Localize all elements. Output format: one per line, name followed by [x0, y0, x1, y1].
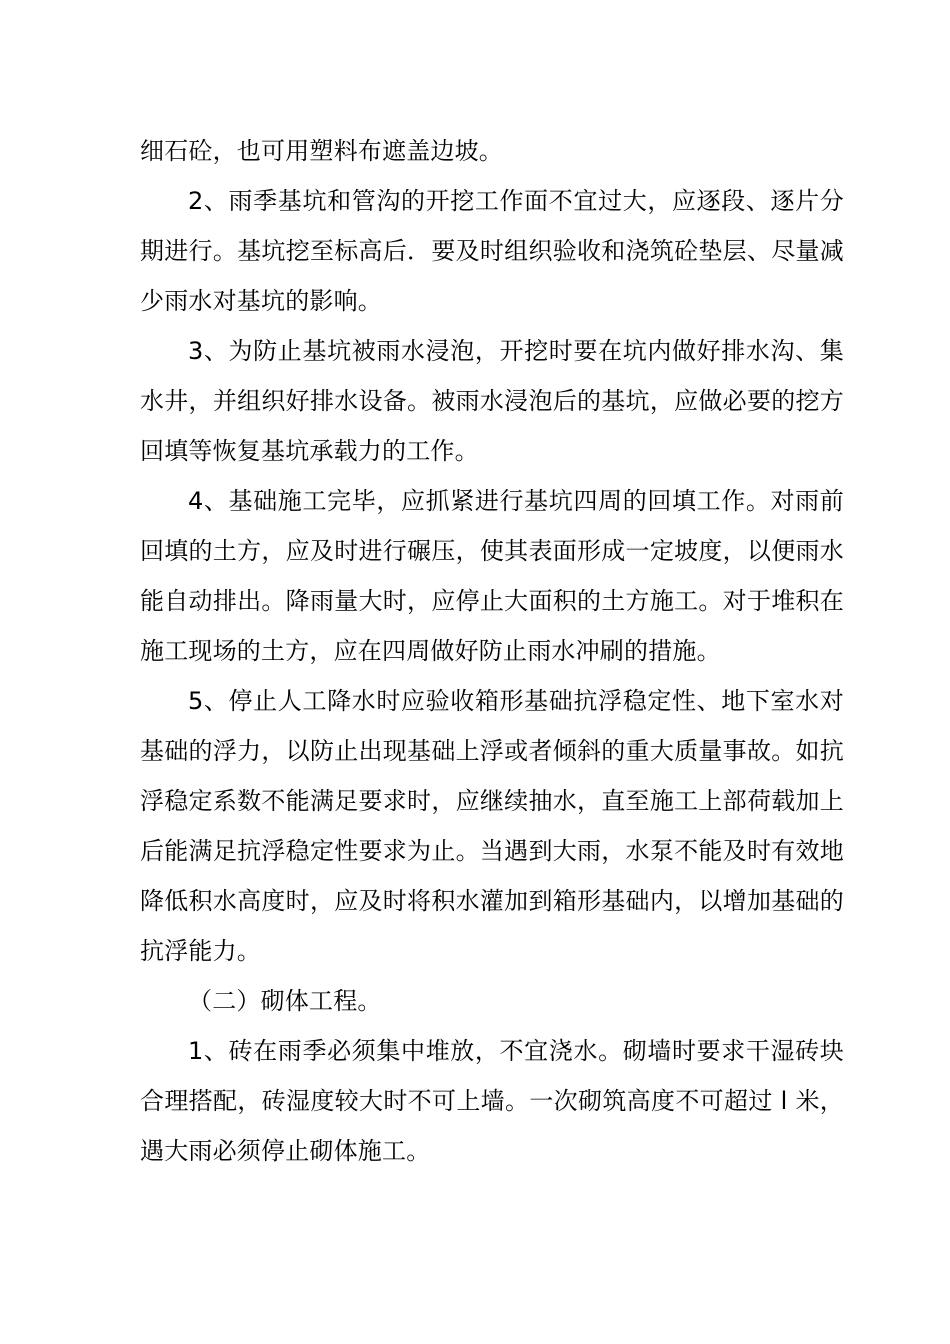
paragraph-5: 5、停止人工降水时应验收箱形基础抗浮稳定性、地下室水对基础的浮力，以防止出现基础上浮或者倾斜的重大质量事故。如抗浮稳定系数不能满足要求时，应继续抽水，直至施工上部荷载加上后能满足抗浮稳定性要求为止。当遇到大雨，水泵不能及时有效地降低积水高度时，应及时将积水灌加到箱形基础内，以增加基础的抗浮能力。	[140, 687, 844, 965]
paragraph-4: 4、基础施工完毕，应抓紧进行基坑四周的回填工作。对雨前回填的土方，应及时进行碾压，使其表面形成一定坡度，以便雨水能自动排出。降雨量大时，应停止大面积的土方施工。对于堆积在施工现场的土方，应在四周做好防止雨水冲刷的措施。	[140, 487, 844, 665]
paragraph-6: 1、砖在雨季必须集中堆放，不宜浇水。砌墙时要求干湿砖块合理搭配，砖湿度较大时不可上墙。一次砌筑高度不可超过 l 米，遇大雨必须停止砌体施工。	[140, 1037, 844, 1165]
paragraph-3: 3、为防止基坑被雨水浸泡，开挖时要在坑内做好排水沟、集水井，并组织好排水设备。被雨水浸泡后的基坑，应做必要的挖方回填等恢复基坑承载力的工作。	[140, 337, 844, 465]
section-heading-masonry: （二）砌体工程。	[188, 987, 382, 1015]
paragraph-2: 2、雨季基坑和管沟的开挖工作面不宜过大，应逐段、逐片分期进行。基坑挖至标高后．要及时组织验收和浇筑砼垫层、尽量减少雨水对基坑的影响。	[140, 187, 844, 315]
paragraph-1: 细石砼，也可用塑料布遮盖边坡。	[140, 137, 503, 165]
document-page	[140, 126, 844, 1176]
